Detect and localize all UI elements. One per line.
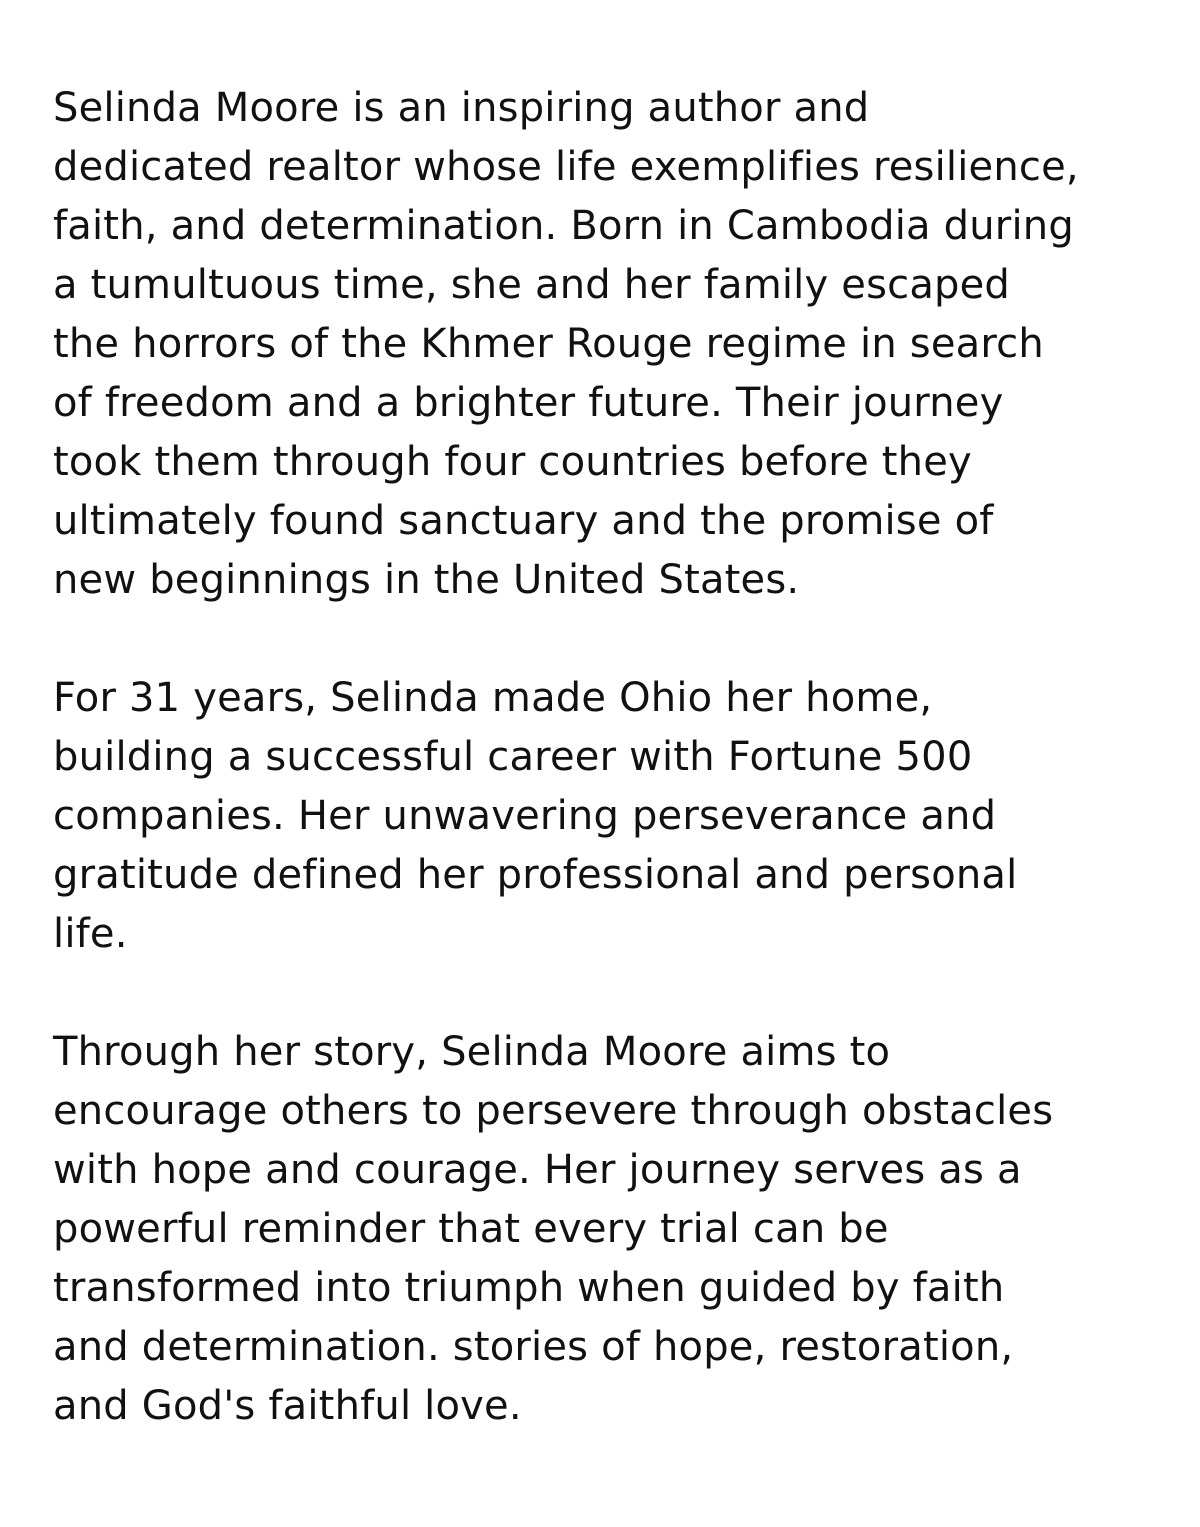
text-line: Selinda Moore is an inspiring author and [53,85,870,131]
text-line: powerful reminder that every trial can be [53,1206,889,1252]
text-line: a tumultuous time, she and her family escaped [53,262,1011,308]
text-line: life. [53,911,128,957]
bio-paragraph-career [53,669,1163,964]
bio-document [53,79,1163,1436]
text-line: of freedom and a brighter future. Their journey [53,380,1004,426]
bio-paragraph-early-life [53,79,1163,610]
text-line: and God's faithful love. [53,1383,522,1429]
text-line: For 31 years, Selinda made Ohio her home, [53,675,933,721]
bio-paragraph-mission [53,1023,1163,1436]
text-line: the horrors of the Khmer Rouge regime in search [53,321,1044,367]
text-line: Through her story, Selinda Moore aims to [53,1029,891,1075]
text-line: ultimately found sanctuary and the promise of [53,498,994,544]
text-line: companies. Her unwavering perseverance and [53,793,997,839]
text-line: took them through four countries before they [53,439,972,485]
text-line: with hope and courage. Her journey serves as a [53,1147,1022,1193]
text-line: building a successful career with Fortune 500 [53,734,973,780]
text-line: encourage others to persevere through obstacles [53,1088,1054,1134]
text-line: and determination. stories of hope, restoration, [53,1324,1014,1370]
text-line: faith, and determination. Born in Cambodia during [53,203,1074,249]
text-line: new beginnings in the United States. [53,557,800,603]
text-line: dedicated realtor whose life exemplifies resilience, [53,144,1079,190]
text-line: transformed into triumph when guided by faith [53,1265,1005,1311]
text-line: gratitude defined her professional and personal [53,852,1018,898]
